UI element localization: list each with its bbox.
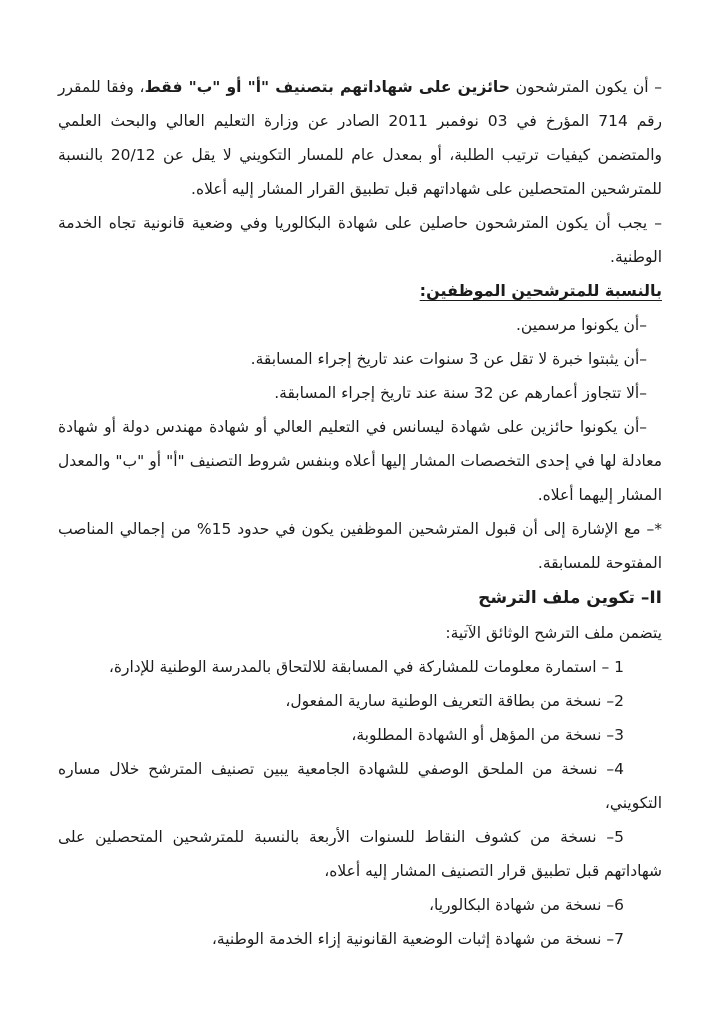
- employee-condition-1: –أن يكونوا مرسمين.: [515, 316, 647, 334]
- document-list-item-2: 2– نسخة من بطاقة التعريف الوطنية سارية المفعول،: [285, 692, 624, 710]
- degree-paragraph-start: – أن يكون المترشحون: [509, 78, 663, 96]
- employee-condition-2: –أن يثبتوا خبرة لا تقل عن 3 سنوات عند تاريخ إجراء المسابقة.: [250, 350, 647, 368]
- document-list-item-1: 1 – استمارة معلومات للمشاركة في المسابقة للالتحاق بالمدرسة الوطنية للإدارة،: [108, 658, 624, 676]
- degree-classification-bold-phrase: حائزين على شهاداتهم بتصنيف "أ" أو "ب" فقط: [144, 78, 510, 96]
- employees-section-heading: بالنسبة للمترشحين الموظفين:: [419, 281, 662, 300]
- employee-condition-3: –ألا تتجاوز أعمارهم عن 32 سنة عند تاريخ إجراء المسابقة.: [274, 384, 647, 402]
- document-list-item-3: 3– نسخة من المؤهل أو الشهادة المطلوبة،: [351, 726, 624, 744]
- document-list-item-7: 7– نسخة من شهادة إثبات الوضعية القانونية إزاء الخدمة الوطنية،: [211, 930, 624, 948]
- section-2-heading: II– تكوين ملف الترشح: [478, 588, 662, 608]
- section-2-intro: يتضمن ملف الترشح الوثائق الآتية:: [445, 624, 662, 642]
- document-list-item-5: 5– نسخة من كشوف النقاط للسنوات الأربعة بالنسبة للمترشحين المتحصلين على شهاداتهم قبل تطبيق قرار التصنيف المشار إليه أعلاه،: [58, 828, 662, 880]
- footnote-employee-quota: *– مع الإشارة إلى أن قبول المترشحين الموظفين يكون في حدود 15% من إجمالي المناصب المفتوحة للمسابقة.: [58, 520, 662, 572]
- document-list-item-6: 6– نسخة من شهادة البكالوريا،: [428, 896, 624, 914]
- document-list-item-4: 4– نسخة من الملحق الوصفي للشهادة الجامعية يبين تصنيف المترشح خلال مساره التكويني،: [58, 760, 662, 812]
- degree-paragraph-rest: ، وفقا للمقرر رقم 714 المؤرخ في 03 نوفمبر 2011 الصادر عن وزارة التعليم العالي والبحث العلمي والمتضمن كيفيات ترتيب الطلبة، أو بمعدل عام للمسار التكويني لا يقل عن 20/12 بالنسبة للمترشحين المتحصلين على شهاداتهم قبل تطبيق القرار المشار إليه أعلاه.: [58, 78, 662, 198]
- paragraph-degree-classification: [58, 70, 662, 206]
- employee-condition-4: –أن يكونوا حائزين على شهادة ليسانس في التعليم العالي أو شهادة مهندس دولة أو شهادة معادلة لها في إحدى التخصصات المشار إليها أعلاه وبنفس شروط التصنيف "أ" أو "ب" والمعدل المشار إليهما أعلاه.: [58, 418, 662, 504]
- paragraph-bac-requirement: – يجب أن يكون المترشحون حاصلين على شهادة البكالوريا وفي وضعية قانونية تجاه الخدمة الوطنية.: [58, 214, 662, 266]
